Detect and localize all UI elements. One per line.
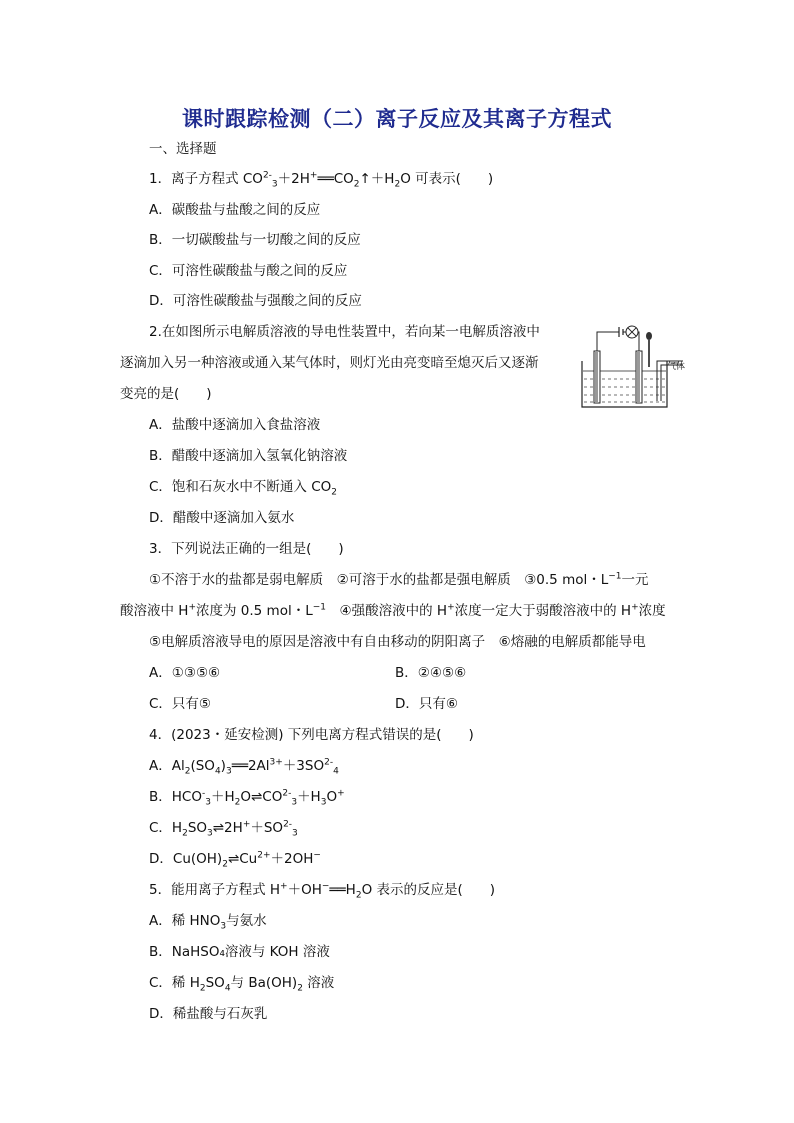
question-1-option-a: A．碳酸盐与盐酸之间的反应 <box>149 202 321 218</box>
page-title: 课时跟踪检测（二）离子反应及其离子方程式 <box>182 107 612 131</box>
question-4-stem: 4．(2023・延安检测) 下列电离方程式错误的是( ) <box>149 727 474 743</box>
question-3-stem: 3．下列说法正确的一组是( ) <box>149 541 344 557</box>
question-5-option-d: D．稀盐酸与石灰乳 <box>149 1006 268 1022</box>
question-2-stem-line-3: 变亮的是( ) <box>120 386 212 402</box>
question-3-statements-line-3: ⑤电解质溶液导电的原因是溶液中有自由移动的阴阳离子 ⑥熔融的电解质都能导电 <box>149 634 646 650</box>
question-3-option-c: C．只有⑤ <box>149 696 212 712</box>
question-1-option-c: C．可溶性碳酸盐与酸之间的反应 <box>149 263 348 279</box>
question-3-statements-line-2: 酸溶液中 H+浓度为 0.5 mol・$L^{-1}$ ④强酸溶液中的 H+浓度一定大于弱酸溶液中的 H+浓度 <box>120 602 666 619</box>
question-4-option-d: D．$Cu(OH)_2\rightleftharpoons Cu^{2+}+2OH^-$ <box>149 850 321 870</box>
gas-label: 气体 <box>667 362 686 372</box>
question-5-option-a: A．稀 $HNO_3$与氨水 <box>149 913 267 932</box>
question-2-option-c: C．饱和石灰水中不断通入 $CO_2$ <box>149 479 338 498</box>
question-4-option-a: A．$Al_2(SO_4)_3══2Al^{3+}+3SO^{2-}_4$ <box>149 757 339 777</box>
question-1-stem: 1．离子方程式 $CO^{2-}_3+2H^+══CO_2↑+H_2O$ 可表示( ) <box>149 170 494 190</box>
question-5-option-c: C．稀 $H_2SO_4$与 $Ba(OH)_2$ 溶液 <box>149 975 335 994</box>
question-2-option-b: B．醋酸中逐滴加入氢氧化钠溶液 <box>149 448 348 464</box>
question-2-stem-line-2: 逐滴加入另一种溶液或通入某气体时，则灯光由亮变暗至熄灭后又逐渐 <box>120 355 539 371</box>
question-3-option-a: A．①③⑤⑥ <box>149 665 221 681</box>
question-5-option-b: B．NaHSO₄溶液与 KOH 溶液 <box>149 944 330 960</box>
question-4-option-b: B．$HCO^-_3+H_2O\rightleftharpoons CO^{2-}_3+H_3O^+$ <box>149 788 345 808</box>
question-2-option-a: A．盐酸中逐滴加入食盐溶液 <box>149 417 321 433</box>
question-3-option-d: D．只有⑥ <box>395 696 458 712</box>
question-5-stem: 5．能用离子方程式 $H^++OH^-══H_2O$ 表示的反应是( ) <box>149 881 496 901</box>
section-heading: 一、选择题 <box>149 141 217 157</box>
question-4-option-c: C．$H_2SO_3\rightleftharpoons 2H^++SO^{2-}_3$ <box>149 819 298 839</box>
question-2-option-d: D．醋酸中逐滴加入氨水 <box>149 510 295 526</box>
question-2-stem-line-1: 2.在如图所示电解质溶液的导电性装置中，若向某一电解质溶液中 <box>149 324 540 340</box>
question-3-option-b: B．②④⑤⑥ <box>395 665 467 681</box>
conductivity-apparatus-diagram <box>581 321 693 413</box>
question-3-statements-line-1: ①不溶于水的盐都是弱电解质 ②可溶于水的盐都是强电解质 ③0.5 mol・$L^{-1}$一元 <box>149 571 649 588</box>
question-1-option-d: D．可溶性碳酸盐与强酸之间的反应 <box>149 293 362 309</box>
question-1-option-b: B．一切碳酸盐与一切酸之间的反应 <box>149 232 361 248</box>
